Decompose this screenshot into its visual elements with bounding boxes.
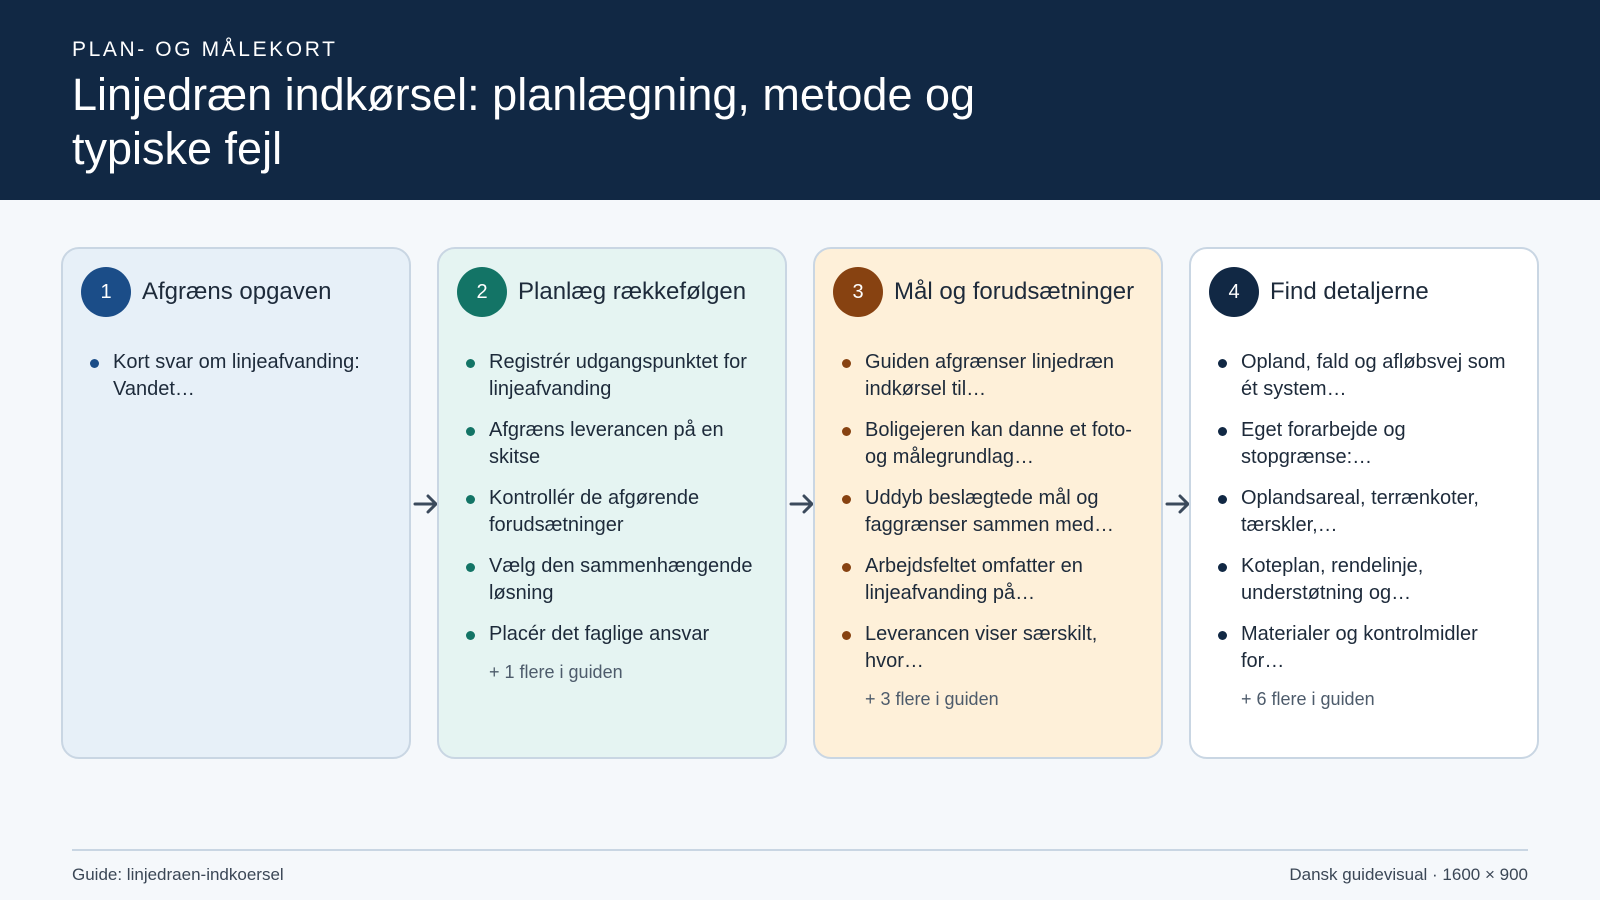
bullet-icon [1218,495,1227,504]
list-item-text: Boligejeren kan danne et foto- og målegrundlag… [865,419,1132,468]
more-in-guide-link[interactable]: + 1 flere i guiden [489,662,623,682]
bullet-icon [466,495,475,504]
step-card-header [81,267,391,317]
footer-guide-label: Guide: linjedraen-indkoersel [72,865,284,884]
step-card-header [833,267,1143,317]
list-item [81,349,391,403]
list-item [833,349,1143,403]
step-card-header [457,267,767,317]
step-item-list [81,349,391,403]
bullet-icon [1218,563,1227,572]
list-item-text: Afgræns leverancen på en skitse [489,419,724,468]
list-item [1209,553,1519,607]
footer-divider [72,849,1528,851]
list-item-text: Guiden afgrænser linjedræn indkørsel til… [865,351,1115,400]
list-item-text: Materialer og kontrolmidler for… [1241,623,1478,672]
eyebrow-label: PLAN- OG MÅLEKORT [72,38,338,61]
step-card-3 [813,247,1163,759]
bullet-icon [1218,427,1227,436]
bullet-icon [466,563,475,572]
list-item [833,417,1143,471]
list-item-text: Oplandsareal, terrænkoter, tærskler,… [1241,487,1479,536]
more-in-guide-link[interactable]: + 6 flere i guiden [1241,689,1375,709]
list-item [1209,417,1519,471]
step-card-4 [1189,247,1539,759]
list-item [833,485,1143,539]
list-item [457,553,767,607]
list-item [1209,349,1519,403]
list-item-text: Eget forarbejde og stopgrænse:… [1241,419,1406,468]
bullet-icon [842,563,851,572]
list-item [457,349,767,403]
list-item [833,621,1143,675]
list-item [1209,621,1519,675]
bullet-icon [466,427,475,436]
step-card-title: Planlæg rækkefølgen [518,278,747,305]
bullet-icon [842,427,851,436]
step-number-badge: 1 [81,267,131,317]
step-item-list [457,349,767,648]
step-card-1 [61,247,411,759]
more-in-guide-link[interactable]: + 3 flere i guiden [865,689,999,709]
bullet-icon [1218,359,1227,368]
step-number-badge: 3 [833,267,883,317]
header-banner [0,0,1600,200]
bullet-icon [842,495,851,504]
step-card-header [1209,267,1519,317]
list-item-text: Placér det faglige ansvar [489,623,710,645]
list-item-text: Leverancen viser særskilt, hvor… [865,623,1098,672]
list-item-text: Vælg den sammenhængende løsning [489,555,753,604]
bullet-icon [1218,631,1227,640]
bullet-icon [842,359,851,368]
list-item-text: Arbejdsfeltet omfatter en linjeafvanding på… [865,555,1083,604]
list-item [833,553,1143,607]
list-item [1209,485,1519,539]
list-item-text: Kontrollér de afgørende forudsætninger [489,487,700,536]
list-item-text: Uddyb beslægtede mål og faggrænser sammen med… [865,487,1114,536]
page-title: Linjedræn indkørsel: planlægning, metode og typiske fejl [72,69,976,174]
footer-credit: Dansk guidevisual · 1600 × 900 [1289,865,1528,884]
list-item [457,621,767,648]
step-item-list [1209,349,1519,675]
step-card-title: Afgræns opgaven [142,278,332,305]
list-item-text: Koteplan, rendelinje, understøtning og… [1241,555,1424,604]
step-card-title: Mål og forudsætninger [894,278,1135,305]
step-card-2 [437,247,787,759]
list-item [457,417,767,471]
step-card-title: Find detaljerne [1270,278,1429,305]
bullet-icon [90,359,99,368]
list-item-text: Opland, fald og afløbsvej som ét system… [1241,351,1506,400]
bullet-icon [842,631,851,640]
step-number-badge: 2 [457,267,507,317]
step-number-badge: 4 [1209,267,1259,317]
bullet-icon [466,631,475,640]
list-item-text: Registrér udgangspunktet for linjeafvanding [489,351,747,400]
bullet-icon [466,359,475,368]
step-item-list [833,349,1143,675]
list-item [457,485,767,539]
list-item-text: Kort svar om linjeafvanding: Vandet… [113,351,360,400]
